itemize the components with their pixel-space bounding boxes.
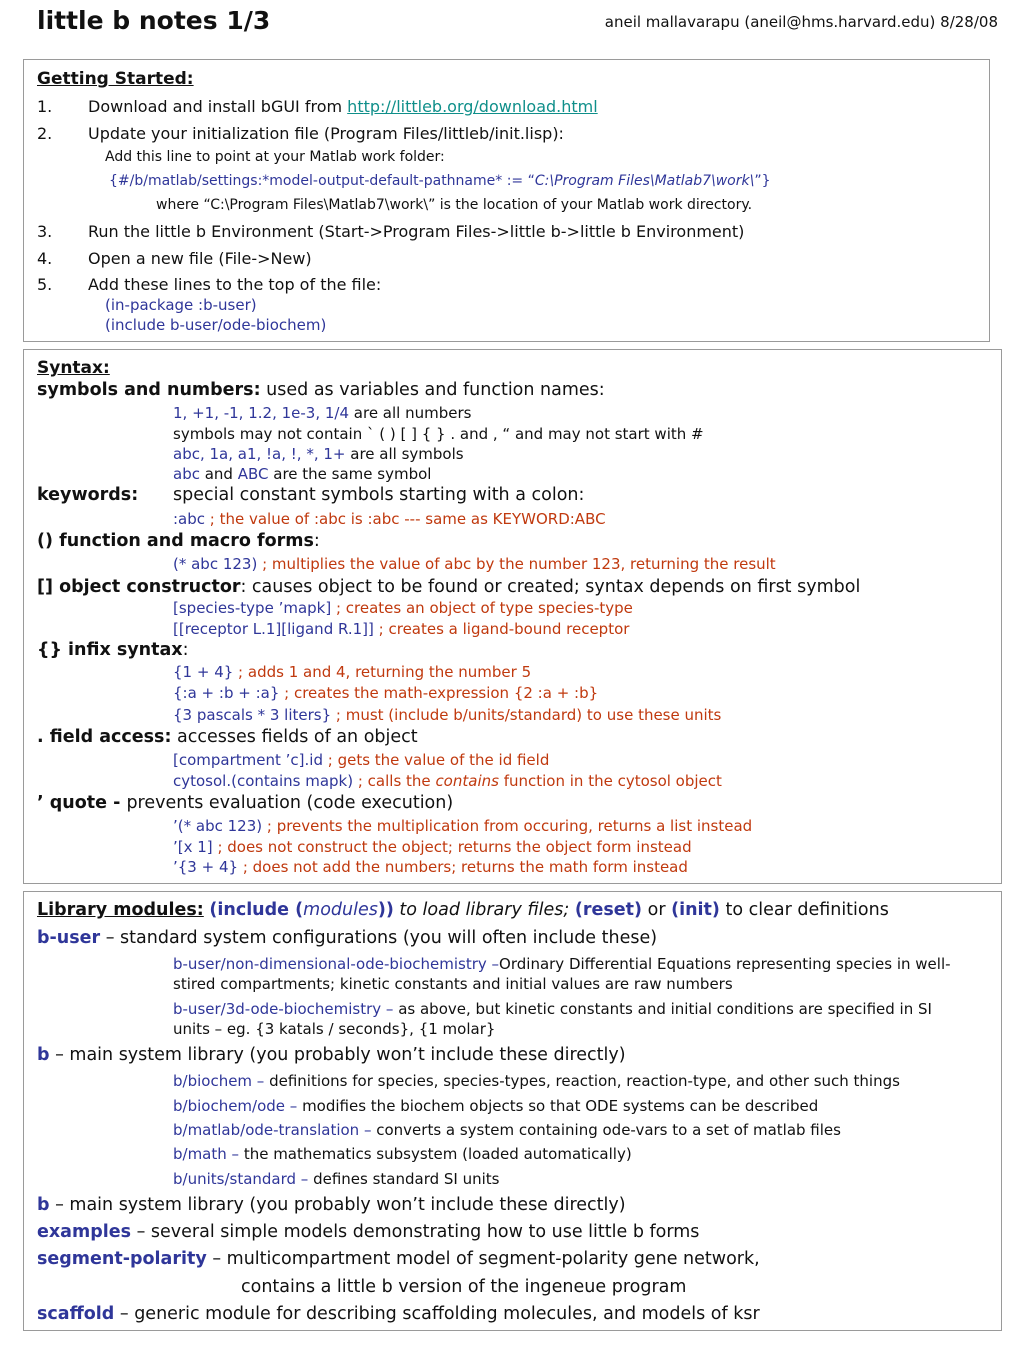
code: ’(* abc 123)	[173, 817, 263, 835]
module-name: scaffold	[37, 1304, 115, 1324]
code: b/matlab/ode-translation –	[173, 1121, 372, 1139]
code: b/biochem –	[173, 1072, 265, 1090]
reset-form: (reset)	[574, 900, 643, 920]
keywords-label	[37, 485, 138, 505]
quote-line	[37, 793, 453, 813]
getting-started-box	[23, 59, 990, 342]
or-text: or	[642, 900, 672, 920]
symbols-desc: used as variables and function names:	[260, 380, 605, 400]
comment: ; creates a ligand-bound receptor	[373, 620, 630, 638]
b-module-4	[173, 1145, 632, 1163]
code: {:a + :b + :a}	[173, 684, 280, 702]
include-a: (include (	[209, 900, 304, 920]
infix-example-2	[173, 684, 598, 702]
label-a: [] o	[37, 577, 72, 597]
module-desc: – several simple models demonstrating how to use little b forms	[131, 1222, 700, 1242]
symbols-label: symbols and numbers:	[37, 380, 261, 400]
add-line-note: Add this line to point at your Matlab work folder:	[105, 149, 445, 165]
b-module-1	[173, 1072, 900, 1090]
step-3	[37, 222, 745, 241]
quote-example-2	[173, 838, 692, 856]
code: b-user/3d-ode-biochemistry –	[173, 1000, 394, 1018]
comment-b: function in the cytosol object	[498, 772, 722, 790]
infix-example-3	[173, 706, 721, 724]
code: ’{3 + 4}	[173, 858, 239, 876]
function-forms-line	[37, 531, 320, 551]
desc: converts a system containing ode-vars to a set of matlab files	[371, 1121, 841, 1139]
field-example-2	[173, 772, 722, 790]
module-name: b	[37, 1045, 50, 1065]
library-heading: Library modules:	[37, 900, 204, 920]
code: b/math –	[173, 1145, 240, 1163]
module-name: b	[37, 1195, 50, 1215]
desc: the mathematics subsystem (loaded automatically)	[239, 1145, 632, 1163]
comment: ; the value of :abc is :abc --- same as KEYWORD:ABC	[205, 510, 606, 528]
code: [species-type ’mapk]	[173, 599, 332, 617]
code: abc	[173, 465, 200, 483]
keyword-example	[173, 510, 606, 528]
code: (* abc 123)	[173, 555, 258, 573]
symbols-rule: symbols may not contain ` ( ) [ ] { } . and , “ and may not start with #	[173, 425, 704, 443]
infix-example-1	[173, 663, 531, 681]
b-line	[37, 1045, 626, 1065]
step-4	[37, 249, 312, 268]
comment-italic: contains	[435, 772, 499, 790]
step-text: Open a new file (File->New)	[88, 249, 312, 268]
code: 1, +1, -1, 1.2, 1e-3, 1/4	[173, 404, 350, 422]
include-modules: modules	[303, 900, 378, 920]
object-constructor-line	[37, 577, 860, 597]
syntax-box	[23, 349, 1002, 884]
label: ’ quote -	[37, 793, 127, 813]
step-5	[37, 275, 382, 294]
step-2	[37, 124, 564, 143]
matlab-settings-code	[109, 173, 771, 189]
code-prefix: {#/b/matlab/settings:*model-output-default-pathname* := “	[109, 173, 535, 189]
desc: Ordinary Differential Equations representing species in well-stired compartments; kinetic constants and initial values are raw numbers	[173, 955, 951, 993]
getting-started-heading: Getting Started:	[37, 69, 194, 89]
code: b/units/standard –	[173, 1170, 309, 1188]
comment: ; prevents the multiplication from occuring, returns a list instead	[262, 817, 753, 835]
quote-example-1	[173, 817, 752, 835]
comment: ; must (include b/units/standard) to use these units	[331, 706, 722, 724]
step-text: Download and install bGUI from	[88, 97, 348, 116]
label: {} infix syntax	[37, 640, 183, 660]
text: and	[199, 465, 238, 483]
download-link[interactable]: http://littleb.org/download.html	[347, 97, 598, 116]
author-line: aneil mallavarapu (aneil@hms.harvard.edu) 8/28/08	[604, 13, 998, 31]
desc: defines standard SI units	[308, 1170, 500, 1188]
step-number: 1.	[37, 97, 53, 116]
text: are the same symbol	[268, 465, 432, 483]
desc: accesses fields of an object	[171, 727, 418, 747]
module-name: examples	[37, 1222, 132, 1242]
comment: ; does not add the numbers; returns the math form instead	[238, 858, 688, 876]
code: [compartment ’c].id	[173, 751, 323, 769]
quote-example-3	[173, 858, 688, 876]
code: {3 pascals * 3 liters}	[173, 706, 332, 724]
code: ’[x 1]	[173, 838, 218, 856]
desc: modifies the biochem objects so that ODE systems can be described	[297, 1097, 819, 1115]
clear-text: to clear definitions	[719, 900, 889, 920]
label: . field access:	[37, 727, 172, 747]
colon: :	[313, 531, 320, 551]
b-module-2	[173, 1097, 818, 1115]
text: are all symbols	[345, 445, 464, 463]
comment: ; multiplies the value of abc by the number 123, returning the result	[257, 555, 776, 573]
b-module-5	[173, 1170, 500, 1188]
b-line-2	[37, 1195, 626, 1215]
code: b-user/non-dimensional-ode-biochemistry –	[173, 955, 500, 973]
code: :abc	[173, 510, 206, 528]
where-note: where “C:\Program Files\Matlab7\work\” is the location of your Matlab work directory.	[156, 197, 753, 213]
segment-polarity-line-2: contains a little b version of the ingeneue program	[241, 1277, 687, 1297]
step-number: 4.	[37, 249, 53, 268]
text: are all numbers	[349, 404, 472, 422]
module-desc: – generic module for describing scaffolding molecules, and models of ksr	[114, 1304, 760, 1324]
module-desc: – main system library (you probably won’t include these directly)	[49, 1195, 626, 1215]
b-user-module-2	[173, 999, 973, 1039]
desc: prevents evaluation (code execution)	[126, 793, 454, 813]
step-1	[37, 97, 598, 116]
b-user-module-1	[173, 954, 973, 994]
label: keywords:	[37, 485, 139, 505]
label: () function and macro forms	[37, 531, 314, 551]
object-example-1	[173, 599, 633, 617]
step-text: Add these lines to the top of the file:	[88, 275, 382, 294]
init-form: (init)	[671, 900, 720, 920]
module-desc: – main system library (you probably won’t include these directly)	[49, 1045, 626, 1065]
comment: ; gets the value of the id field	[322, 751, 550, 769]
desc: definitions for species, species-types, reaction, reaction-type, and other such things	[264, 1072, 900, 1090]
step-number: 2.	[37, 124, 53, 143]
field-access-line	[37, 727, 418, 747]
code: b/biochem/ode –	[173, 1097, 298, 1115]
module-name: b-user	[37, 928, 101, 948]
b-module-3	[173, 1121, 841, 1139]
step-number: 5.	[37, 275, 53, 294]
library-heading-line	[37, 900, 889, 920]
comment: ; creates an object of type species-type	[331, 599, 633, 617]
desc: : causes object to be found or created; syntax depends on first symbol	[240, 577, 861, 597]
comment: ; creates the math-expression {2 :a + :b}	[279, 684, 599, 702]
module-desc: – multicompartment model of segment-polarity gene network,	[206, 1249, 760, 1269]
code: [[receptor L.1][ligand R.1]]	[173, 620, 374, 638]
code: ABC	[237, 465, 269, 483]
numbers-example	[173, 404, 471, 422]
scaffold-line	[37, 1304, 760, 1324]
code: {1 + 4}	[173, 663, 234, 681]
infix-line	[37, 640, 188, 660]
symbols-line	[37, 380, 605, 400]
load-text: to load library files;	[393, 900, 575, 920]
code-suffix: ”}	[754, 173, 771, 189]
case-example	[173, 465, 431, 483]
module-name: segment-polarity	[37, 1249, 207, 1269]
code-line-in-package: (in-package :b-user)	[105, 296, 257, 314]
examples-line	[37, 1222, 699, 1242]
include-b: ))	[377, 900, 394, 920]
label-b: bject constructor	[71, 577, 241, 597]
colon: :	[182, 640, 189, 660]
step-text: Update your initialization file (Program Files/littleb/init.lisp):	[88, 124, 564, 143]
keywords-desc: special constant symbols starting with a colon:	[173, 485, 585, 505]
comment: ; does not construct the object; returns the object form instead	[217, 838, 692, 856]
desc: as above, but kinetic constants and initial conditions are specified in SI units – eg. {3 katals / seconds}, {1 molar}	[173, 1000, 932, 1038]
comment-a: ; calls the	[353, 772, 436, 790]
code: cytosol.(contains mapk)	[173, 772, 354, 790]
module-desc: – standard system configurations (you will often include these)	[100, 928, 658, 948]
b-user-line	[37, 928, 657, 948]
step-text: Run the little b Environment (Start->Program Files->little b->little b Environment)	[88, 222, 745, 241]
step-number: 3.	[37, 222, 53, 241]
comment: ; adds 1 and 4, returning the number 5	[233, 663, 532, 681]
symbols-example	[173, 445, 464, 463]
code-line-include: (include b-user/ode-biochem)	[105, 316, 327, 334]
segment-polarity-line	[37, 1249, 760, 1269]
field-example-1	[173, 751, 549, 769]
syntax-heading: Syntax:	[37, 358, 110, 378]
object-example-2	[173, 620, 629, 638]
library-modules-box	[23, 891, 1002, 1331]
code-path: C:\Program Files\Matlab7\work\	[534, 173, 755, 189]
code: abc, 1a, a1, !a, !, *, 1+	[173, 445, 346, 463]
function-example	[173, 555, 776, 573]
page-title: little b notes 1/3	[37, 6, 271, 35]
